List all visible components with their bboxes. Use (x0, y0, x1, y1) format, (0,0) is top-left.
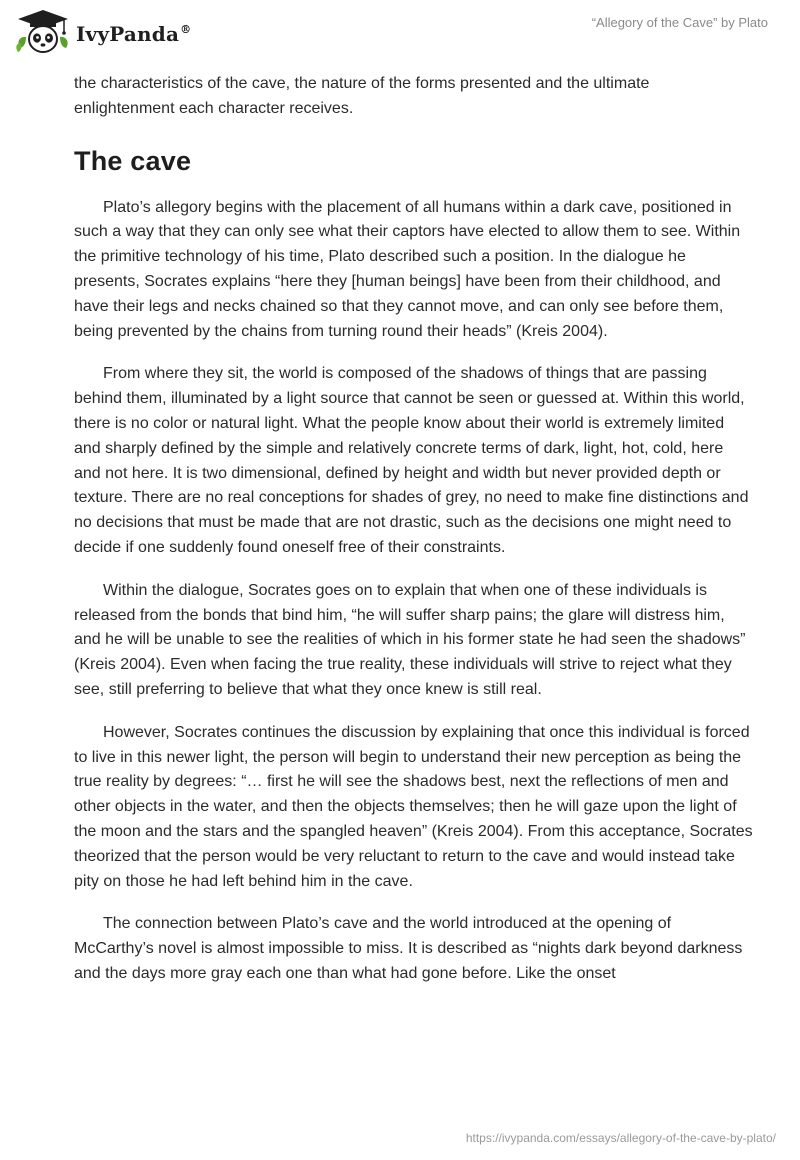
source-url-link[interactable]: https://ivypanda.com/essays/allegory-of-the-cave-by-plato/ (465, 1131, 776, 1145)
section-heading: The cave (74, 145, 192, 176)
paragraph: However, Socrates continues the discussion by explaining that once this individual is forced to live in this newer light, the person will begin to understand their new perception as being the true reality by degrees: “… first he will see the shadows best, next the reflections of men and other objects in the water, and then the objects themselves; then he will gaze upon the light of the moon and the stars and the spangled heaven” (Kreis 2004). From this acceptance, Socrates theorized that the person would be very reluctant to return to the cave and would instead take pity on those he had left behind him in the cave. (74, 723, 753, 890)
registered-mark: ® (180, 23, 192, 37)
paragraph: Within the dialogue, Socrates goes on to explain that when one of these individuals is released from the bonds that bind him, “he will suffer sharp pains; the glare will distress him, and he will be unable to see the realities of which in his former state he had seen the shadows” (Kreis 2004). Even when facing the true reality, these individuals will strive to reject what they see, still preferring to believe that what they once knew is still real. (74, 581, 746, 698)
ivypanda-logo[interactable] (14, 8, 191, 56)
paragraph: The connection between Plato’s cave and the world introduced at the opening of McCarthy’s novel is almost impossible to miss. It is described as “nights dark beyond darkness and the days more gray each one than what had gone before. Like the onset (74, 915, 743, 982)
page-header (0, 0, 800, 64)
paragraph: Plato’s allegory begins with the placement of all humans within a dark cave, positioned in such a way that they can only see what their captors have elected to allow them to see. Within the primitive technology of his time, Plato described such a position. In the dialogue he presents, Socrates explains “here they [human beings] have been from their childhood, and have their legs and necks chained so that they cannot move, and can only see before them, being prevented by the chains from turning round their heads” (Kreis 2004). (74, 198, 741, 340)
logo-wordmark: IvyPanda® (76, 22, 192, 46)
document-title: “Allegory of the Cave” by Plato (591, 15, 768, 30)
essay-body (74, 72, 754, 1005)
panda-graduate-icon (14, 8, 72, 56)
intro-paragraph: the characteristics of the cave, the nature of the forms presented and the ultimate enlightenment each character receives. (74, 75, 650, 117)
paragraph: From where they sit, the world is composed of the shadows of things that are passing behind them, illuminated by a light source that cannot be seen or guessed at. Within this world, there is no color or natural light. What the people know about their world is extremely limited and sharply defined by the simple and relatively concrete terms of dark, light, hot, cold, here and not here. It is two dimensional, defined by height and width but never provided depth or texture. There are no real conceptions for shades of grey, no need to make fine distinctions and no decisions that must be made that are not drastic, such as the decisions one might need to decide if one suddenly found oneself free of their constraints. (74, 365, 749, 556)
